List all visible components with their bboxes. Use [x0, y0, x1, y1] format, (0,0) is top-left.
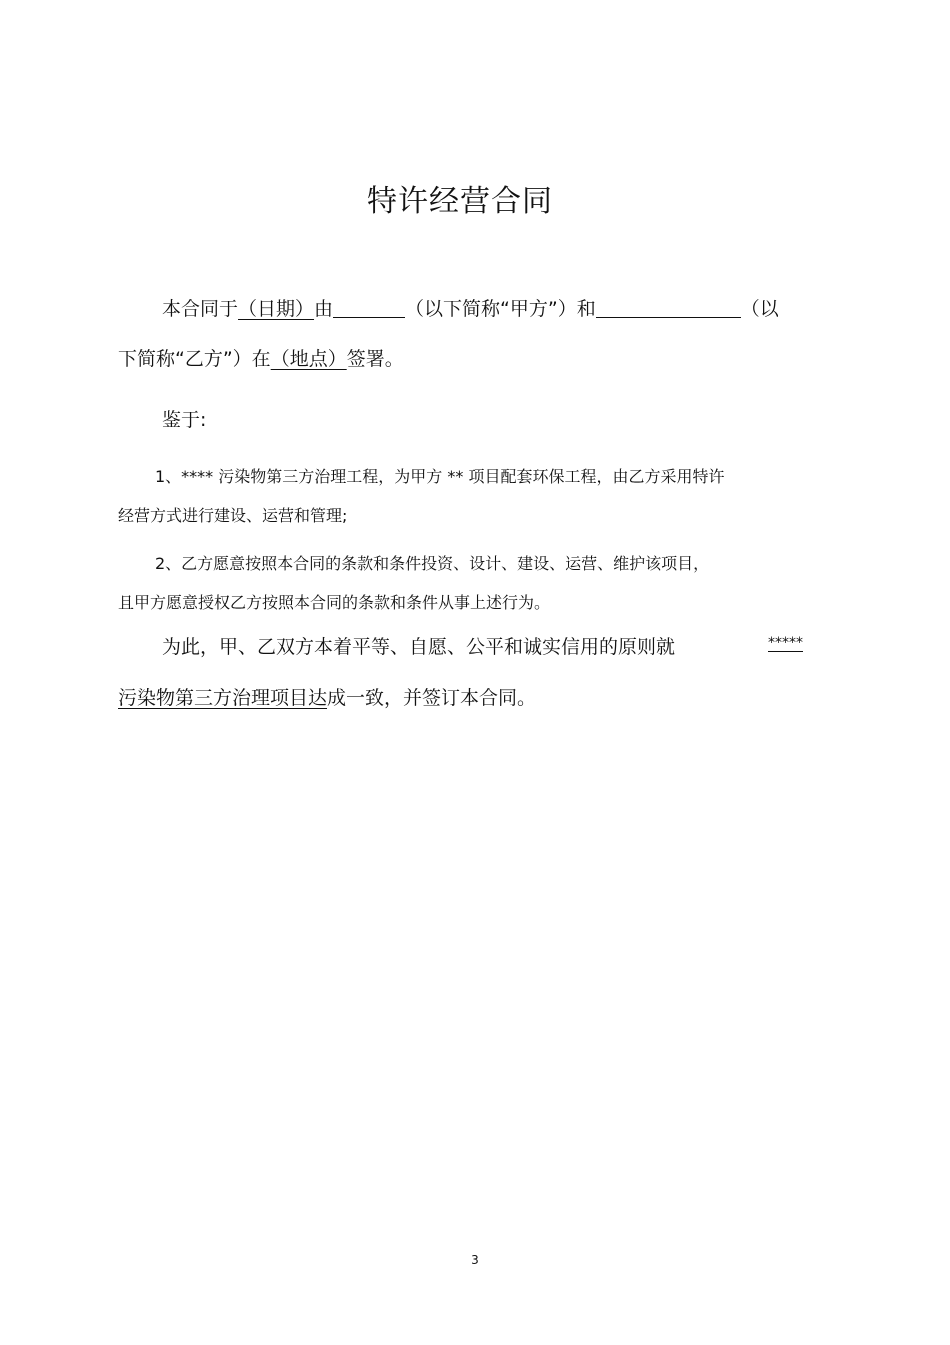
party-b-blank: [596, 299, 741, 318]
conclusion-text: 为此，甲、乙双方本着平等、自愿、公平和诚实信用的原则就: [162, 636, 676, 658]
intro-line-1: [162, 294, 779, 321]
intro-text: （以下简称“甲方”）和: [405, 298, 596, 320]
intro-text: 由: [314, 298, 334, 320]
item-1-line-2: 经营方式进行建设、运营和管理;: [118, 506, 348, 525]
whereas-heading: 鉴于:: [162, 409, 207, 431]
intro-text: 本合同于: [162, 298, 239, 320]
conclusion-line-2: [118, 683, 536, 710]
page-number: 3: [471, 1253, 479, 1267]
item-1-line-1: 1、**** 污染物第三方治理工程，为甲方 ** 项目配套环保工程，由乙方采用特许: [155, 467, 725, 486]
project-name-text: 污染物第三方治理项目达: [118, 687, 328, 709]
intro-text: （以: [740, 298, 779, 320]
intro-text: 下简称“乙方”）在: [118, 348, 271, 370]
item-2-line-2: 且甲方愿意授权乙方按照本合同的条款和条件从事上述行为。: [118, 593, 551, 612]
conclusion-line-1: [162, 632, 820, 659]
intro-line-2: [118, 344, 404, 371]
intro-text: 签署。: [346, 348, 404, 370]
date-placeholder: （日期）: [238, 298, 315, 320]
project-name-placeholder: *****: [768, 635, 803, 651]
document-title: 特许经营合同: [367, 184, 553, 219]
item-2-line-1: 2、乙方愿意按照本合同的条款和条件投资、设计、建设、运营、维护该项目，: [155, 554, 710, 573]
party-a-blank: [333, 299, 405, 318]
place-placeholder: （地点）: [270, 348, 347, 370]
conclusion-text: 成一致，并签订本合同。: [327, 687, 537, 709]
